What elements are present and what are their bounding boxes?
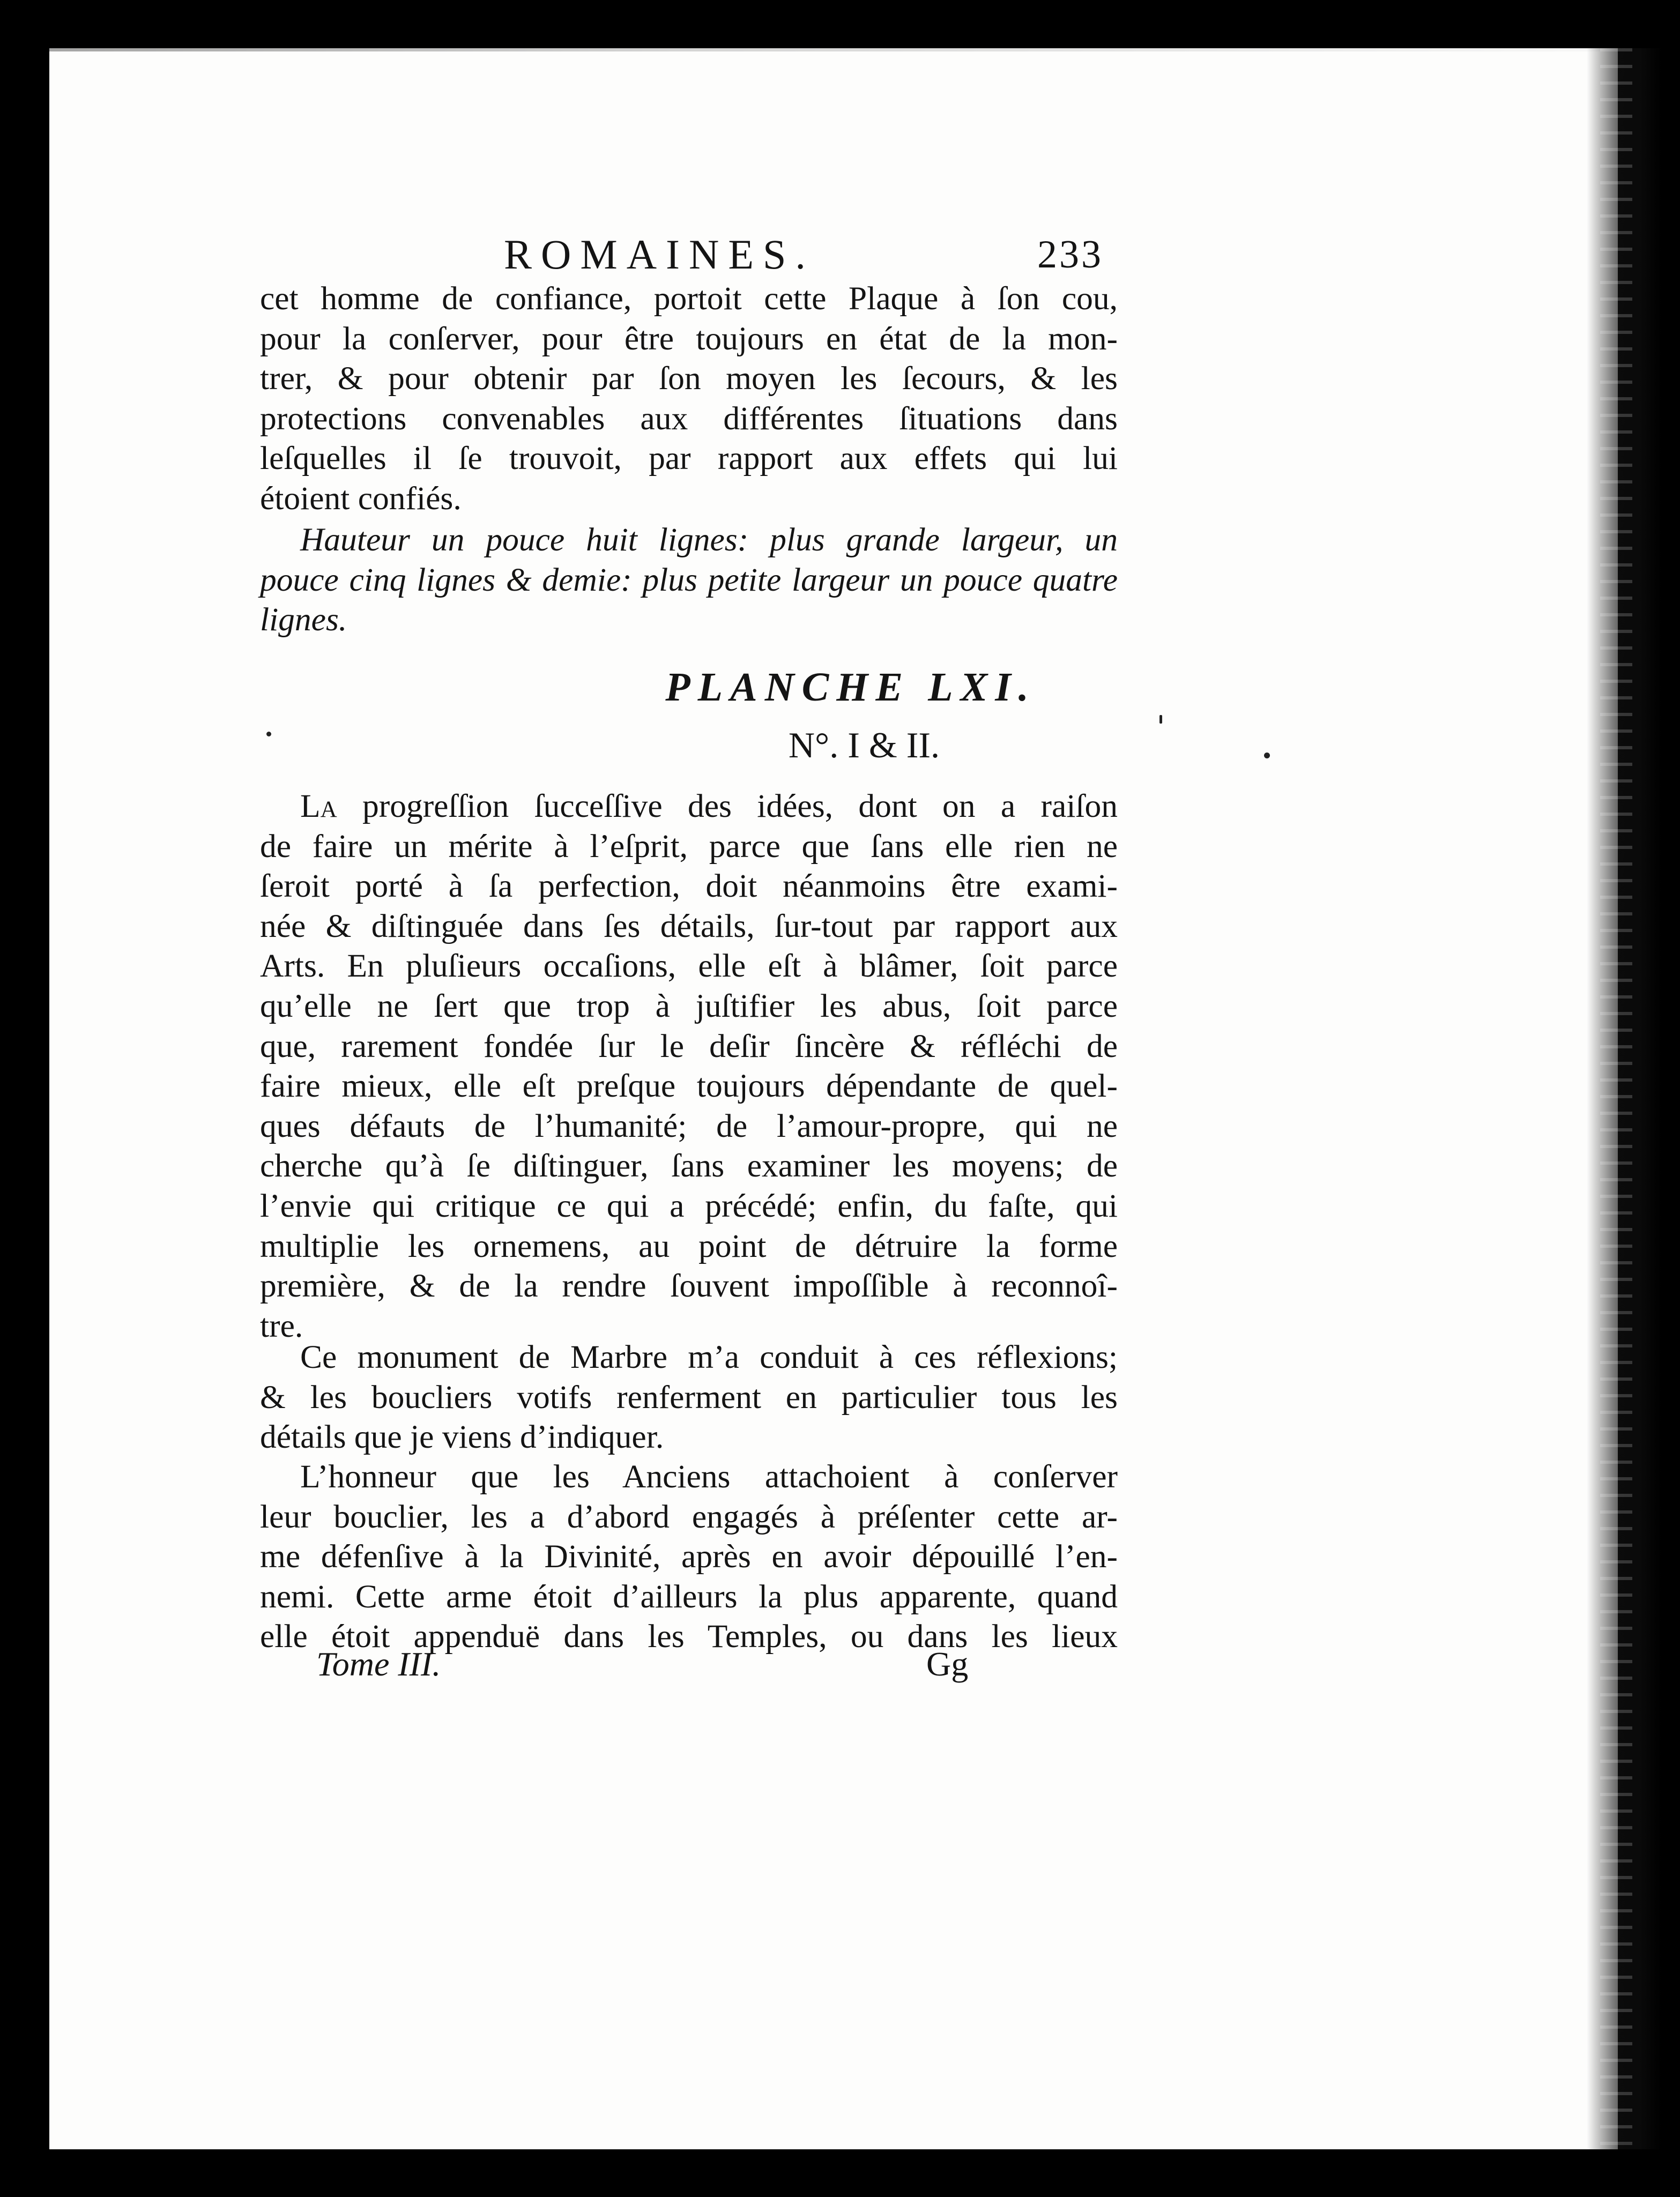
text-line: leſquelles il ſe trouvoit, par rapport aux effets qui lui <box>260 440 1118 477</box>
text-line: étoient confiés. <box>260 480 462 517</box>
page-number: 233 <box>1037 233 1103 277</box>
dimensions-note <box>260 520 1118 640</box>
text-line: nemi. Cette arme étoit d’ailleurs la plus apparente, quand <box>260 1578 1118 1615</box>
text-line: multiplie les ornemens, au point de détruire la forme <box>260 1227 1118 1264</box>
signature-mark: Gg <box>926 1645 969 1683</box>
text-line: ques défauts de l’humanité; de l’amour-propre, qui ne <box>260 1107 1118 1144</box>
running-head <box>0 230 1680 279</box>
text-line: tre. <box>260 1307 303 1344</box>
text-line: Ce monument de Marbre m’a conduit à ces réflexions; <box>300 1339 1118 1375</box>
text-line: lignes. <box>260 601 347 638</box>
text-line: l’envie qui critique ce qui a précédé; enfin, du faſte, qui <box>260 1187 1118 1224</box>
text-line: née & diſtinguée dans ſes détails, ſur-tout par rapport aux <box>260 907 1118 944</box>
ink-speck <box>266 732 271 736</box>
scan-top-edge <box>49 48 1618 51</box>
text-line: pour la conſerver, pour être toujours en état de la mon- <box>260 320 1118 357</box>
text-line: elle étoit appenduë dans les Temples, ou dans les lieux <box>260 1618 1118 1655</box>
text-line: & les boucliers votifs renferment en particulier tous les <box>260 1379 1118 1416</box>
paragraph-progression <box>260 786 1118 1346</box>
text-line: pouce cinq lignes & demie: plus petite largeur un pouce quatre <box>260 561 1118 598</box>
paragraph-monument <box>260 1337 1118 1457</box>
text-line: qu’elle ne ſert que trop à juſtifier les abus, ſoit parce <box>260 987 1118 1024</box>
plate-heading: PLANCHE LXI. <box>665 665 1036 710</box>
text-line: Arts. En pluſieurs occaſions, elle eſt à blâmer, ſoit parce <box>260 948 1118 985</box>
text-line: protections convenables aux différentes ſituations dans <box>260 400 1118 437</box>
text-line: L’honneur que les Anciens attachoient à conſerver <box>300 1458 1118 1495</box>
lead-word: La <box>300 788 337 824</box>
text-line: détails que je viens d’indiquer. <box>260 1419 664 1456</box>
text-line: que, rarement fondée ſur le deſir ſincère & réfléchi de <box>260 1027 1118 1064</box>
ink-speck <box>1159 715 1162 724</box>
paragraph-continuation <box>260 279 1118 519</box>
text-line: ſeroit porté à ſa perfection, doit néanmoins être exami- <box>260 868 1118 905</box>
text-line: cet homme de confiance, portoit cette Plaque à ſon cou, <box>260 280 1118 317</box>
ink-speck <box>1264 753 1270 758</box>
book-edge-texture <box>1600 48 1632 2149</box>
paragraph-honneur <box>260 1457 1118 1657</box>
text-line: première, & de la rendre ſouvent impoſſible à reconnoî- <box>260 1268 1118 1305</box>
text-line: cherche qu’à ſe diſtinguer, ſans examiner les moyens; de <box>260 1148 1118 1185</box>
first-line-rest: progreſſion ſucceſſive des idées, dont on a raiſon <box>337 788 1118 824</box>
running-title: ROMAINES. <box>504 231 815 278</box>
text-line-first <box>260 786 1118 826</box>
volume-label: Tome III. <box>316 1645 441 1683</box>
page-footer <box>0 1640 1680 1688</box>
text-line: faire mieux, elle eſt preſque toujours dépendante de quel- <box>260 1068 1118 1105</box>
text-line: leur bouclier, les a d’abord engagés à préſenter cette ar- <box>260 1498 1118 1535</box>
text-line: de faire un mérite à l’eſprit, parce que ſans elle rien ne <box>260 828 1118 865</box>
text-line: trer, & pour obtenir par ſon moyen les ſecours, & les <box>260 360 1118 397</box>
text-line: Hauteur un pouce huit lignes: plus grande largeur, un <box>300 522 1118 558</box>
plate-number-heading: N°. I & II. <box>788 725 940 765</box>
text-line: me défenſive à la Divinité, après en avoir dépouillé l’en- <box>260 1538 1118 1575</box>
